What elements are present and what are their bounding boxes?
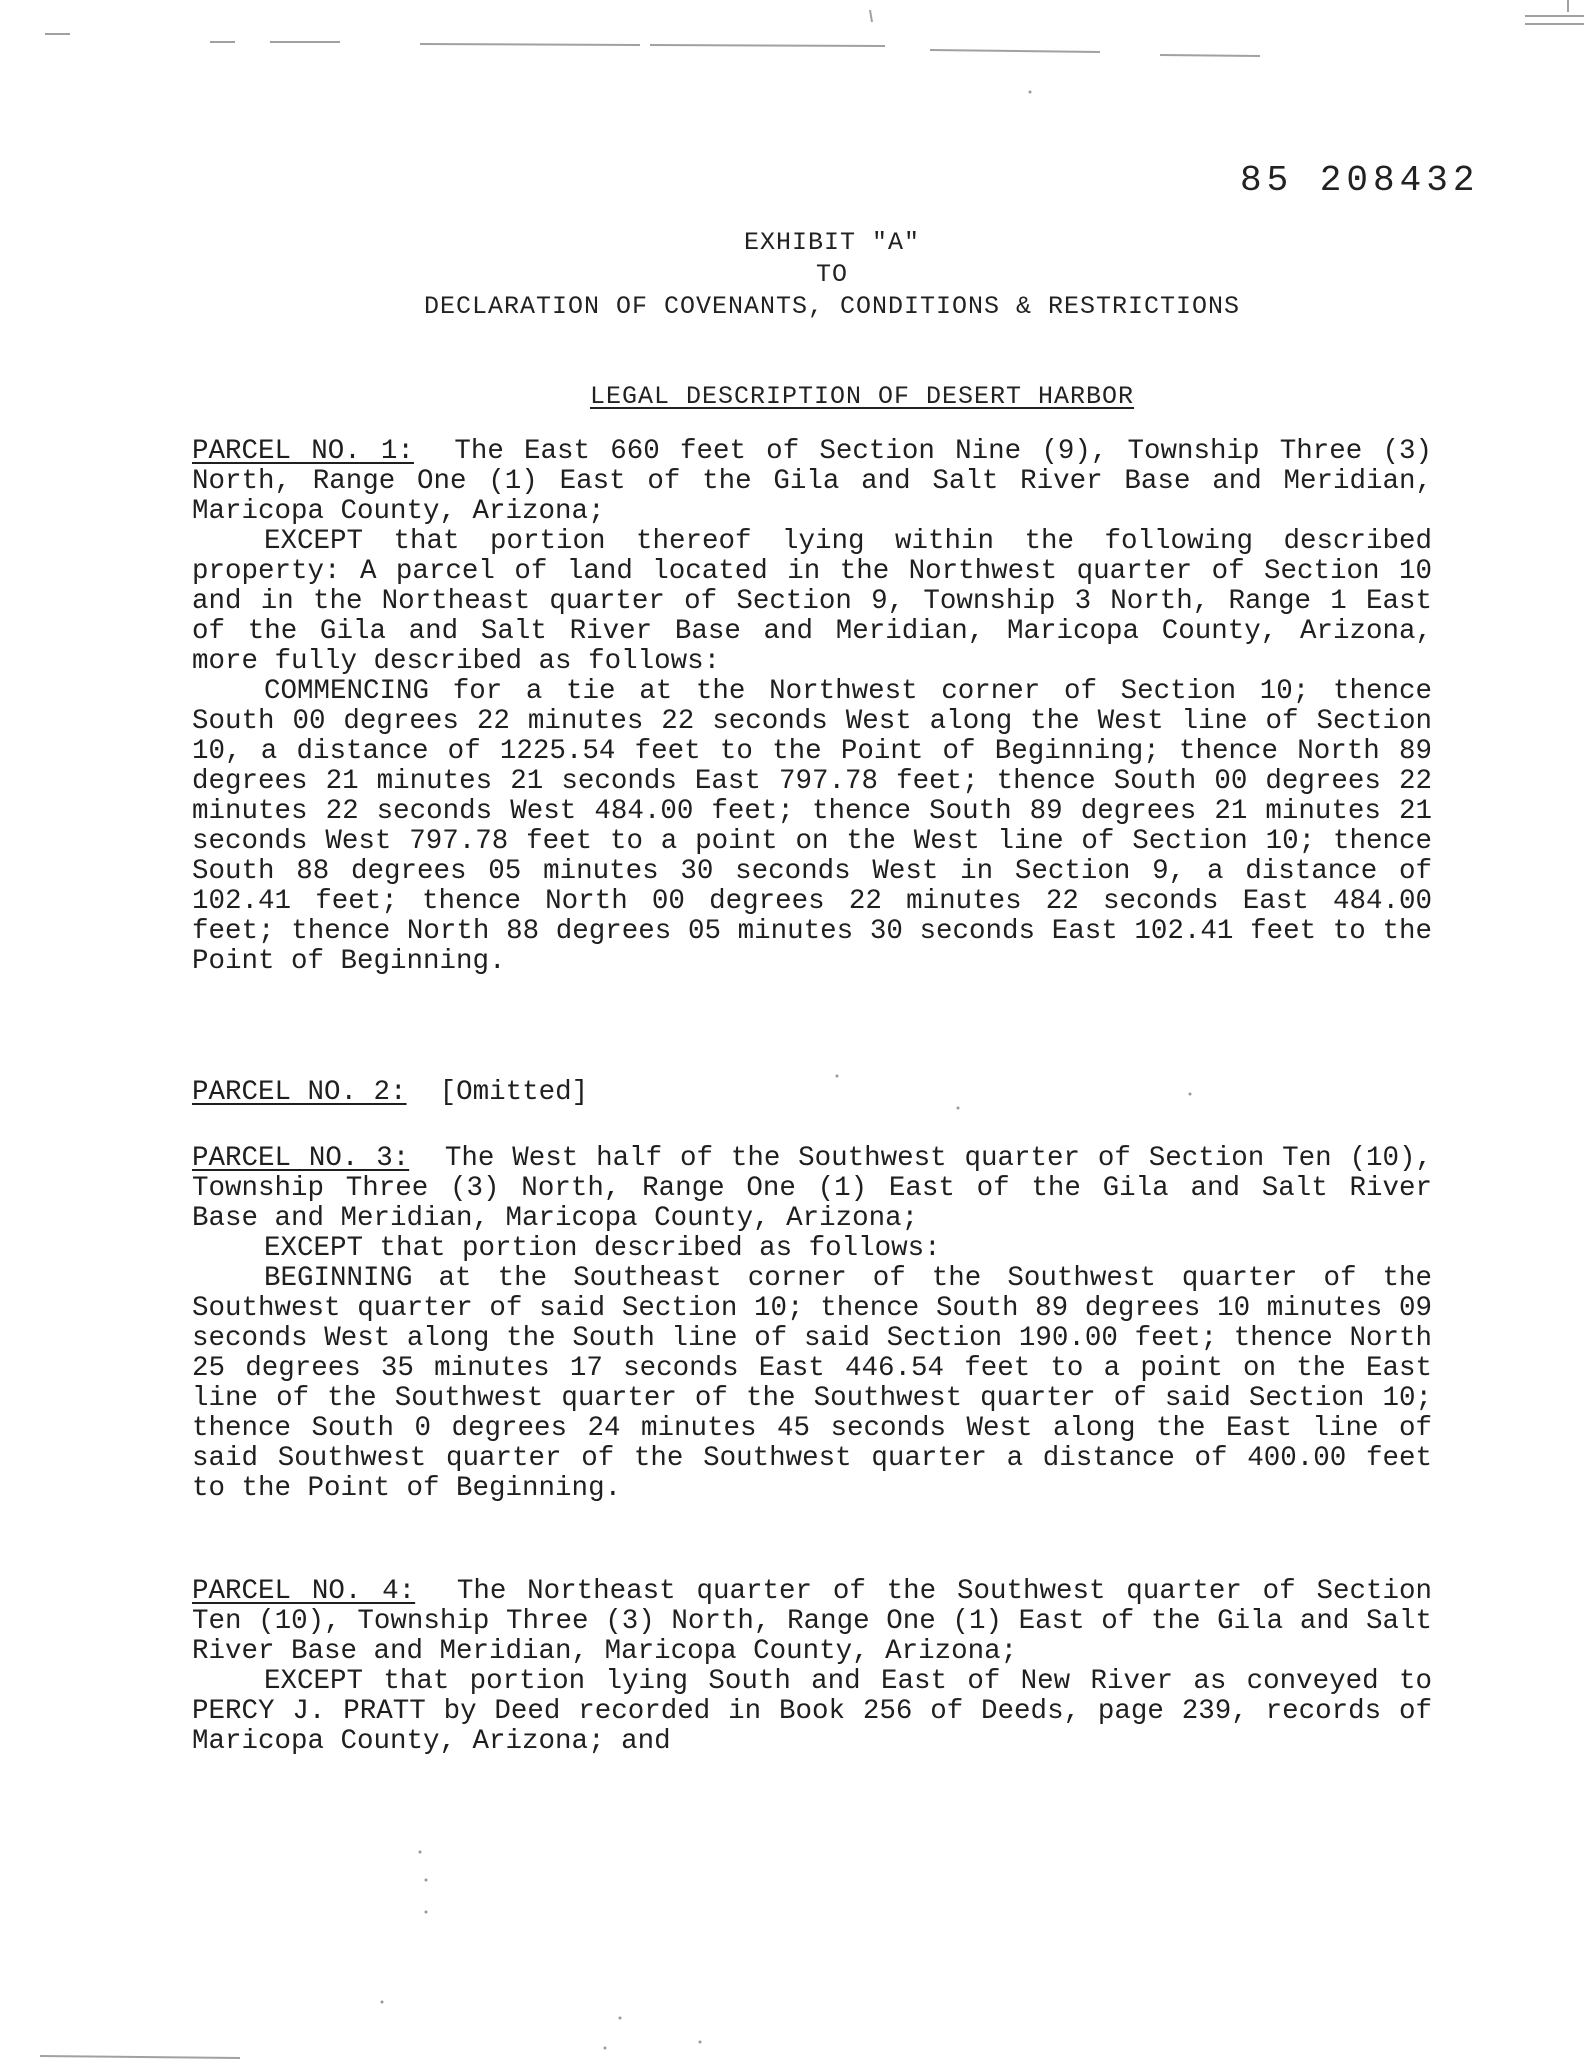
parcel-2-text-1: [Omitted] bbox=[439, 1077, 589, 1108]
section-title: LEGAL DESCRIPTION OF DESERT HARBOR bbox=[589, 382, 1135, 411]
recording-number: 85 208432 bbox=[1240, 160, 1480, 201]
parcel-2 bbox=[192, 1078, 1432, 1108]
parcel-1-paragraph-2: EXCEPT that portion thereof lying within the following described property: A parcel of land located in the Northwest quarter of Section 10 and in the Northeast quarter of Section 9, Township 3 North, Range 1 East of the Gila and Salt River Base and Meridian, Maricopa County, Arizona, more fully described as follows: bbox=[192, 526, 1432, 677]
parcel-3-paragraph-1 bbox=[192, 1144, 1432, 1234]
parcel-4-paragraph-2: EXCEPT that portion lying South and East of New River as conveyed to PERCY J. PRATT by Deed recorded in Book 256 of Deeds, page 239, records of Maricopa County, Arizona; and bbox=[192, 1666, 1432, 1757]
parcel-3-label: PARCEL NO. 3: bbox=[192, 1143, 410, 1174]
parcel-4-label: PARCEL NO. 4: bbox=[192, 1576, 416, 1607]
parcel-3 bbox=[192, 1144, 1432, 1504]
parcel-3-paragraph-2: EXCEPT that portion described as follows: bbox=[264, 1233, 941, 1264]
parcel-1-label: PARCEL NO. 1: bbox=[192, 436, 414, 467]
parcel-2-paragraph-1 bbox=[192, 1078, 1432, 1108]
parcel-4-text-1: The Northeast quarter of the Southwest quarter of Section Ten (10), Township Three (3) North, Range One (1) East of the Gila and Salt River Base and Meridian, Maricopa County, Arizona; bbox=[192, 1576, 1432, 1667]
parcel-1 bbox=[192, 437, 1432, 977]
parcel-1-text-1: The East 660 feet of Section Nine (9), Township Three (3) North, Range One (1) East of the Gila and Salt River Base and Meridian, Maricopa County, Arizona; bbox=[192, 436, 1432, 527]
parcel-2-label: PARCEL NO. 2: bbox=[192, 1077, 407, 1108]
parcel-4 bbox=[192, 1577, 1432, 1757]
parcel-1-paragraph-1 bbox=[192, 437, 1432, 527]
exhibit-to: TO bbox=[815, 260, 848, 289]
parcel-4-paragraph-1 bbox=[192, 1577, 1432, 1667]
parcel-1-paragraph-3: COMMENCING for a tie at the Northwest corner of Section 10; thence South 00 degrees 22 minutes 22 seconds West along the West line of Section 10, a distance of 1225.54 feet to the Point of Beginning; thence North 89 degrees 21 minutes 21 seconds East 797.78 feet; thence South 00 degrees 22 minutes 22 seconds West 484.00 feet; thence South 89 degrees 21 minutes 21 seconds West 797.78 feet to a point on the West line of Section 10; thence South 88 degrees 05 minutes 30 seconds West in Section 9, a distance of 102.41 feet; thence North 00 degrees 22 minutes 22 seconds East 484.00 feet; thence North 88 degrees 05 minutes 30 seconds East 102.41 feet to the Point of Beginning. bbox=[192, 676, 1432, 977]
parcel-3-text-1: The West half of the Southwest quarter of Section Ten (10), Township Three (3) North, Range One (1) East of the Gila and Salt River Base and Meridian, Maricopa County, Arizona; bbox=[192, 1143, 1432, 1234]
parcel-3-paragraph-3: BEGINNING at the Southeast corner of the Southwest quarter of the Southwest quarter of said Section 10; thence South 89 degrees 10 minutes 09 seconds West along the South line of said Section 190.00 feet; thence North 25 degrees 35 minutes 17 seconds East 446.54 feet to a point on the East line of the Southwest quarter of the Southwest quarter of said Section 10; thence South 0 degrees 24 minutes 45 seconds West along the East line of said Southwest quarter of the Southwest quarter a distance of 400.00 feet to the Point of Beginning. bbox=[192, 1263, 1432, 1504]
declaration-title: DECLARATION OF COVENANTS, CONDITIONS & RESTRICTIONS bbox=[423, 292, 1241, 321]
exhibit-title: EXHIBIT "A" bbox=[743, 228, 921, 257]
